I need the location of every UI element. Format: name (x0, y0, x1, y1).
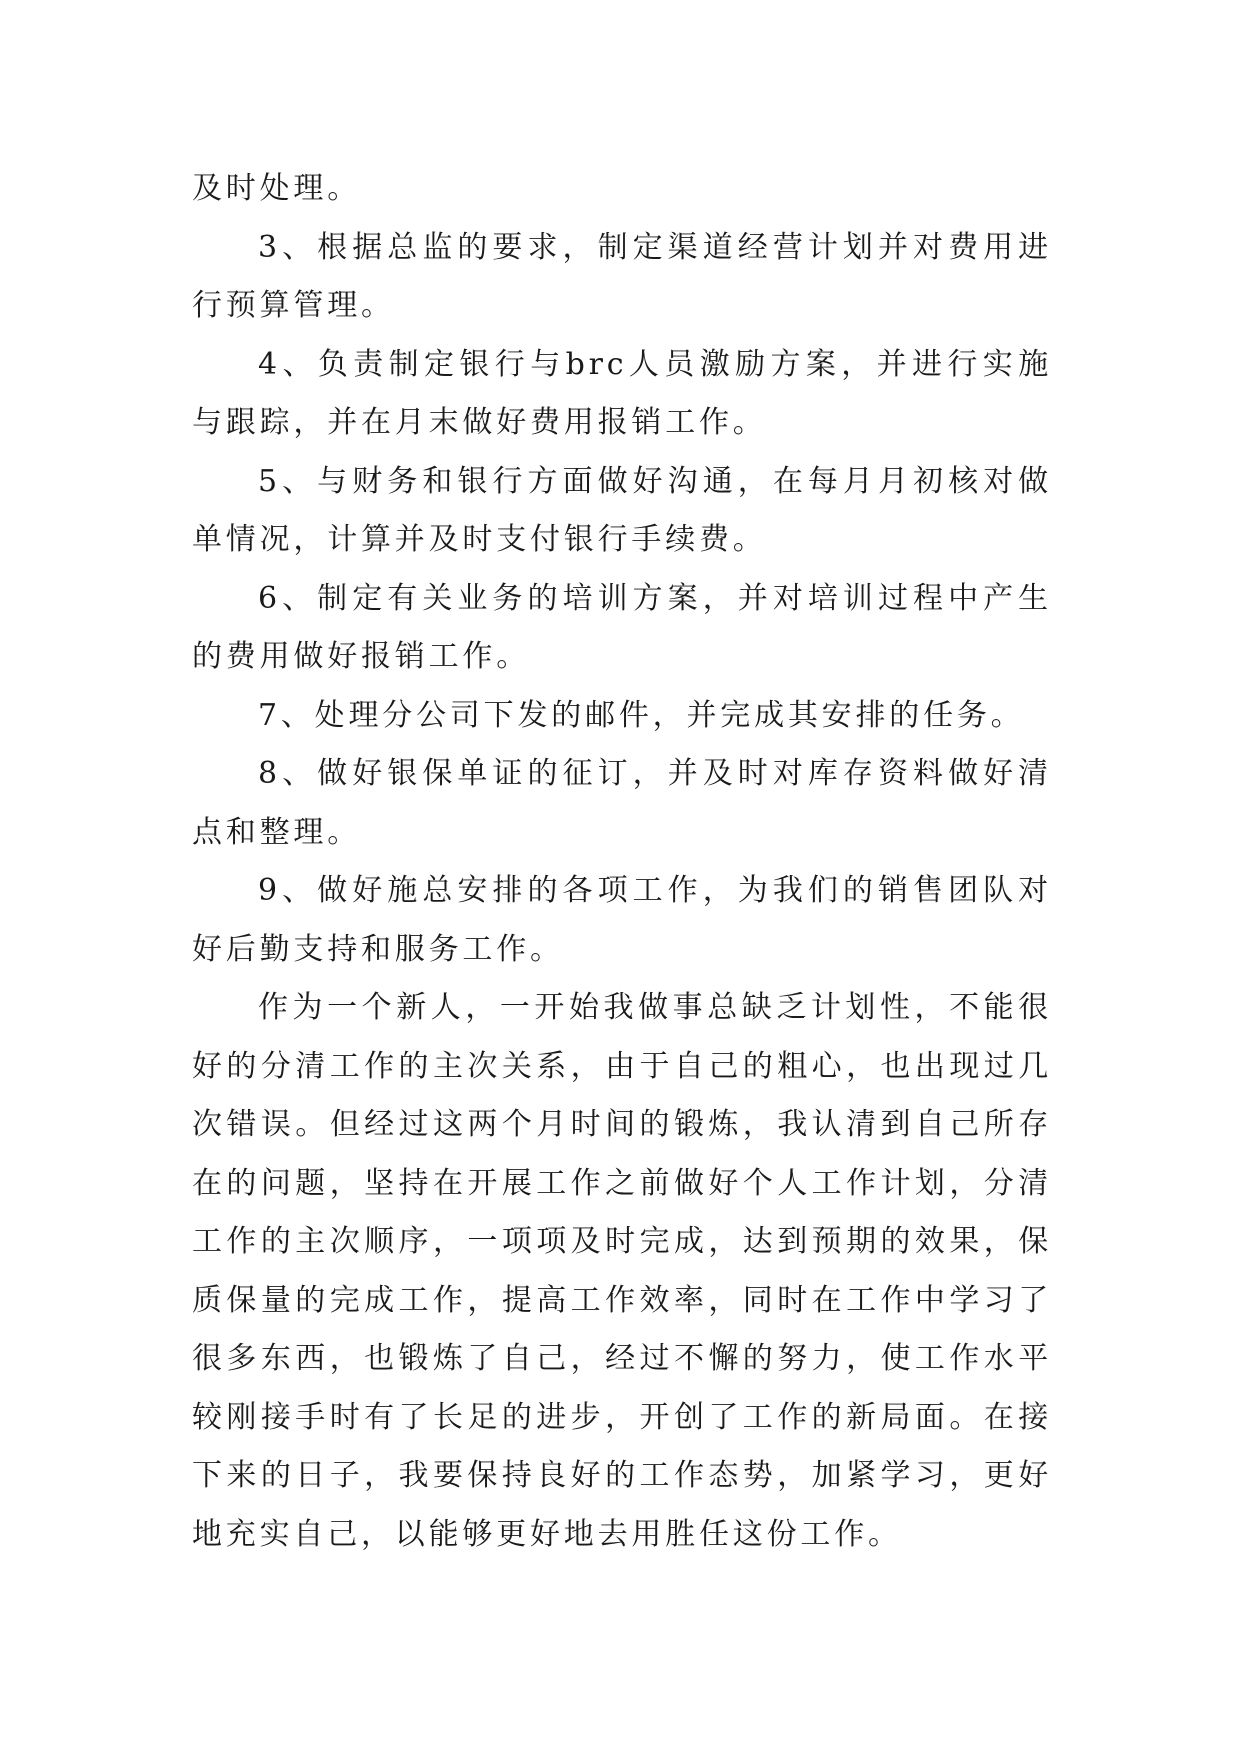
list-item-6: 6、制定有关业务的培训方案，并对培训过程中产生的费用做好报销工作。 (192, 580, 1052, 674)
list-item-7: 7、处理分公司下发的邮件，并完成其安排的任务。 (258, 697, 1025, 733)
summary-paragraph: 作为一个新人，一开始我做事总缺乏计划性，不能很好的分清工作的主次关系，由于自己的粗心，也出现过几次错误。但经过这两个月时间的锻炼，我认清到自己所存在的问题，坚持在开展工作之前做好个人工作计划，分清工作的主次顺序，一项项及时完成，达到预期的效果，保质保量的完成工作，提高工作效率，同时在工作中学习了很多东西，也锻炼了自己，经过不懈的努力，使工作水平较刚接手时有了长足的进步，开创了工作的新局面。在接下来的日子，我要保持良好的工作态势，加紧学习，更好地充实自己，以能够更好地去用胜任这份工作。 (192, 990, 1052, 1552)
paragraph-continuation: 及时处理。 (192, 171, 361, 206)
list-item-5: 5、与财务和银行方面做好沟通，在每月月初核对做单情况，计算并及时支付银行手续费。 (192, 463, 1052, 557)
document-body (192, 160, 1052, 1564)
list-item-4: 4、负责制定银行与brc人员激励方案，并进行实施与跟踪，并在月末做好费用报销工作。 (192, 346, 1052, 440)
list-item-3: 3、根据总监的要求，制定渠道经营计划并对费用进行预算管理。 (192, 229, 1052, 323)
list-item-8: 8、做好银保单证的征订，并及时对库存资料做好清点和整理。 (192, 756, 1052, 850)
list-item-9: 9、做好施总安排的各项工作，为我们的销售团队对好后勤支持和服务工作。 (192, 873, 1052, 967)
